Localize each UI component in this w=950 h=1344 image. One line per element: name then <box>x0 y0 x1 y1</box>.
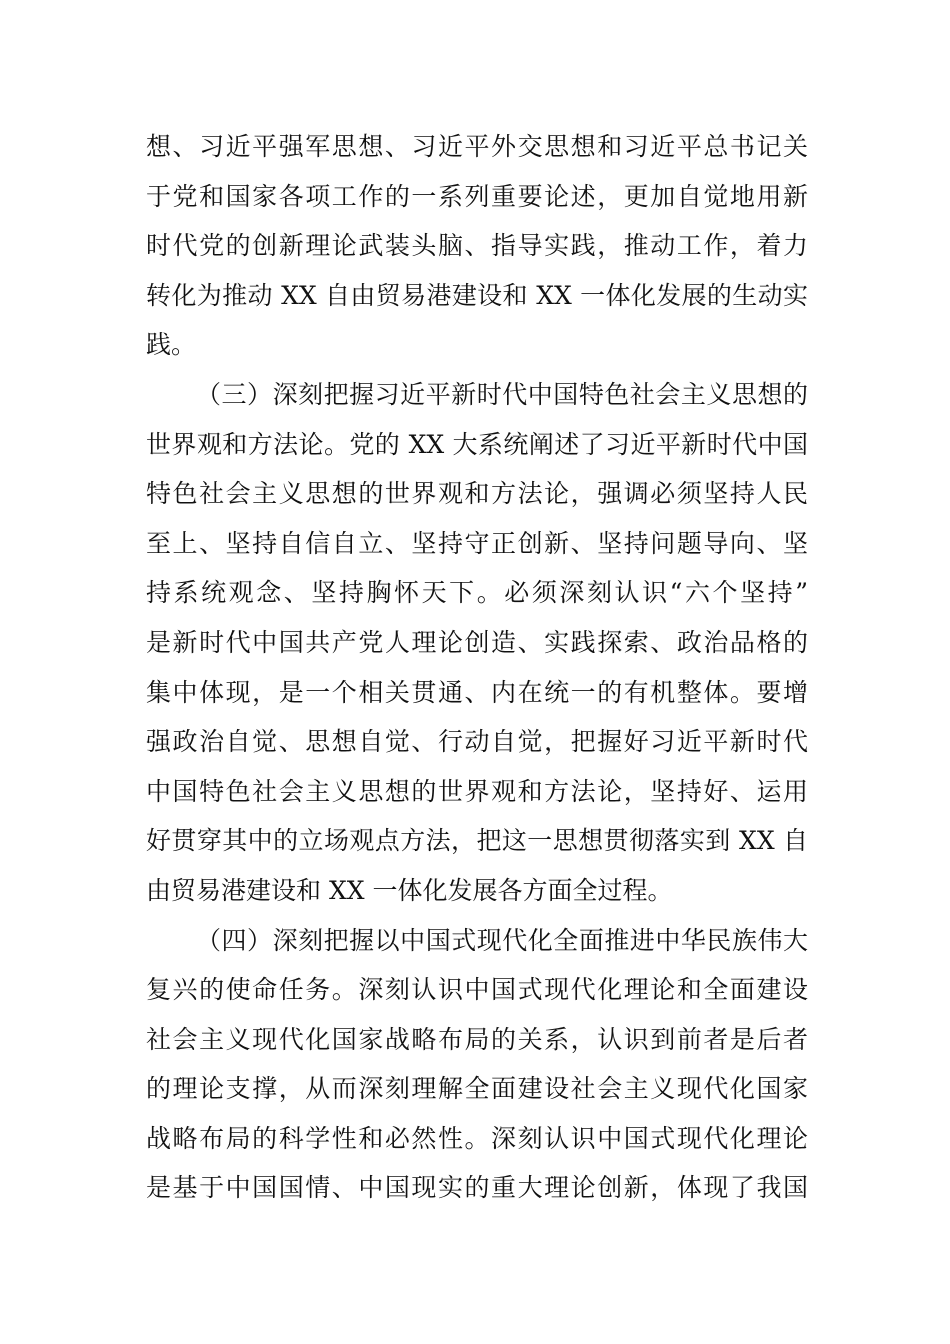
text-line: 转化为推动 XX 自由贸易港建设和 XX 一体化发展的生动实 <box>146 280 808 310</box>
text-line: 强政治自觉、思想自觉、行动自觉，把握好习近平新时代 <box>146 727 808 757</box>
paragraph-section-4 <box>146 916 808 1214</box>
paragraph-continuation <box>146 122 808 370</box>
document-body <box>146 122 808 1213</box>
text-line: 至上、坚持自信自立、坚持守正创新、坚持问题导向、坚 <box>146 528 808 558</box>
text-line: 战略布局的科学性和必然性。深刻认识中国式现代化理论 <box>146 1123 808 1153</box>
text-line: 好贯穿其中的立场观点方法，把这一思想贯彻落实到 XX 自 <box>146 826 808 856</box>
text-line: （四）深刻把握以中国式现代化全面推进中华民族伟大 <box>196 925 808 955</box>
text-line: 的理论支撑，从而深刻理解全面建设社会主义现代化国家 <box>146 1074 808 1104</box>
text-line: 是新时代中国共产党人理论创造、实践探索、政治品格的 <box>146 627 808 657</box>
text-line: 复兴的使命任务。深刻认识中国式现代化理论和全面建设 <box>146 975 808 1005</box>
text-line: 中国特色社会主义思想的世界观和方法论，坚持好、运用 <box>146 776 808 806</box>
text-line: 世界观和方法论。党的 XX 大系统阐述了习近平新时代中国 <box>146 429 808 459</box>
text-line: 于党和国家各项工作的一系列重要论述，更加自觉地用新 <box>146 181 808 211</box>
text-line: 特色社会主义思想的世界观和方法论，强调必须坚持人民 <box>146 479 808 509</box>
text-line: 践。 <box>146 330 197 360</box>
text-line: 集中体现，是一个相关贯通、内在统一的有机整体。要增 <box>146 677 808 707</box>
text-line: 时代党的创新理论武装头脑、指导实践，推动工作，着力 <box>146 231 808 261</box>
text-line: 持系统观念、坚持胸怀天下。必须深刻认识“六个坚持” <box>146 578 808 608</box>
text-line: （三）深刻把握习近平新时代中国特色社会主义思想的 <box>196 379 808 409</box>
text-line: 社会主义现代化国家战略布局的关系，认识到前者是后者 <box>146 1024 808 1054</box>
paragraph-section-3 <box>146 370 808 916</box>
text-line: 是基于中国国情、中国现实的重大理论创新，体现了我国 <box>146 1173 808 1203</box>
text-line: 想、习近平强军思想、习近平外交思想和习近平总书记关 <box>146 132 808 161</box>
text-line: 由贸易港建设和 XX 一体化发展各方面全过程。 <box>146 875 673 905</box>
